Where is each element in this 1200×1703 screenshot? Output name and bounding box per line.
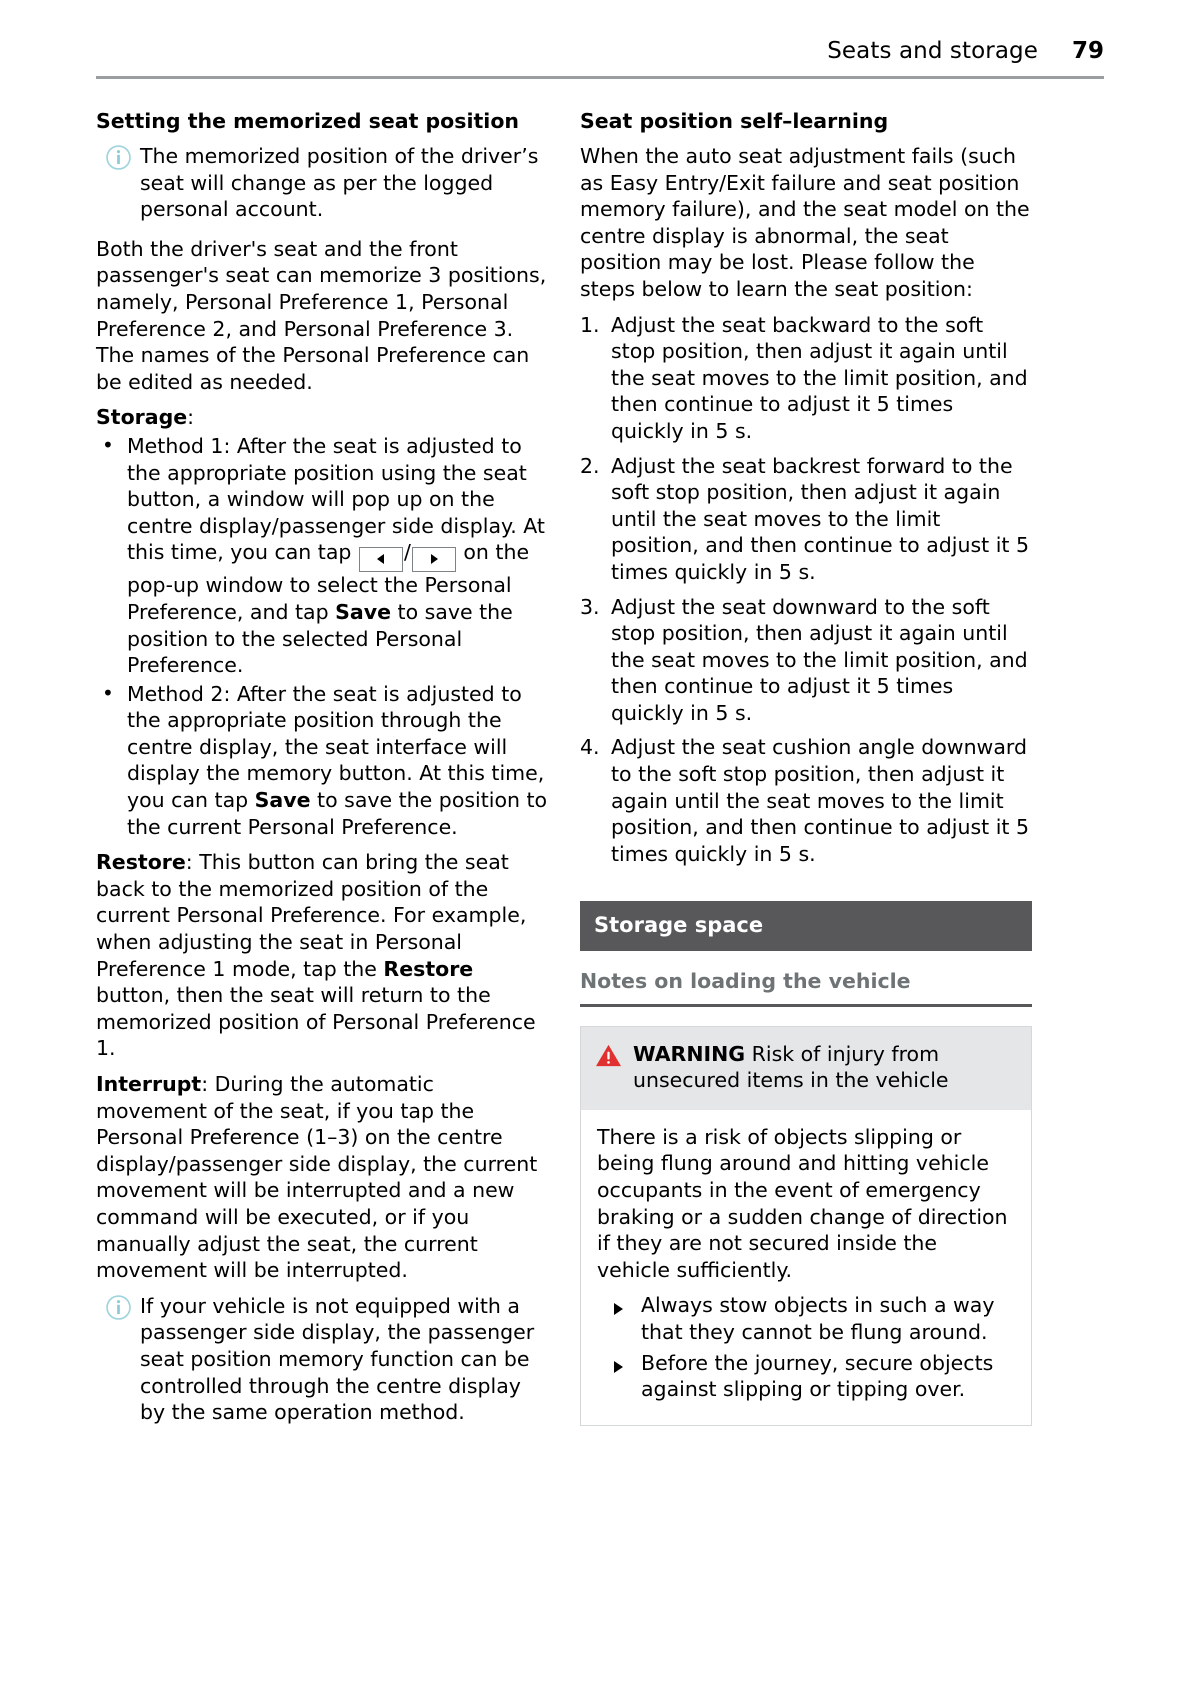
page-number: 79 bbox=[1071, 38, 1104, 64]
method-2-text-b: to save the position to the current Personal Preference. bbox=[127, 788, 548, 839]
method-1-text-b: on the pop-up window to select the Personal Preference, and tap bbox=[127, 540, 530, 624]
running-header bbox=[96, 38, 1104, 64]
storage-methods-list bbox=[96, 433, 548, 840]
page-title: Seats and storage bbox=[827, 38, 1038, 64]
triangle-right-icon bbox=[612, 1296, 624, 1323]
warning-box bbox=[580, 1026, 1032, 1426]
list-item-step-3: Adjust the seat downward to the soft stop position, then adjust it again until the seat moves to the limit position, and then continue to adjust it 5 times quickly in 5 s. bbox=[611, 594, 1028, 725]
self-learning-steps-list bbox=[580, 312, 1032, 868]
key-separator: / bbox=[403, 540, 411, 565]
list-item-warning-action-2 bbox=[597, 1350, 1015, 1403]
warning-title: Risk of injury from unsecured items in the vehicle bbox=[633, 1041, 949, 1093]
restore-label: Restore bbox=[96, 850, 186, 875]
warning-action-text: Before the journey, secure objects against slipping or tipping over. bbox=[641, 1350, 994, 1402]
section-heading-seat-position-self-learning: Seat position self–learning bbox=[580, 109, 889, 133]
list-item-step-4: Adjust the seat cushion angle downward to the soft stop position, then adjust it again until the seat moves to the limit position, and then continue to adjust it 5 times quickly in 5 s. bbox=[611, 735, 1030, 866]
triangle-right-icon bbox=[612, 1354, 624, 1381]
save-button-mention-2: Save bbox=[254, 788, 311, 813]
info-note-driver-seat bbox=[96, 143, 548, 223]
interrupt-text: : During the automatic movement of the seat, if you tap the Personal Preference (1–3) on the centre display/passenger side display, the current movement will be interrupted and a new command will be executed, or if you manually adjust the seat, the current movement will be interrupted. bbox=[96, 1072, 538, 1283]
restore-button-mention: Restore bbox=[383, 956, 474, 981]
paragraph-memorize-positions: Both the driver's seat and the front passenger's seat can memorize 3 positions, namely, Personal Preference 1, Personal Preference 2, and Personal Preference 3. The names of the Personal Preference can be edited as needed. bbox=[96, 236, 547, 394]
list-item-step-1: Adjust the seat backward to the soft stop position, then adjust it again until the seat moves to the limit position, and then continue to adjust it 5 times quickly in 5 s. bbox=[611, 312, 1028, 443]
paragraph-interrupt bbox=[96, 1071, 548, 1284]
info-note-text: The memorized position of the driver’s seat will change as per the logged personal account. bbox=[140, 144, 539, 222]
paragraph-restore bbox=[96, 849, 548, 1062]
interrupt-label: Interrupt bbox=[96, 1072, 202, 1096]
warning-label: WARNING bbox=[633, 1041, 746, 1066]
restore-text-a: : This button can bring the seat back to the memorized position of the current Personal Preference. For example, when adjusting the seat in Personal Preference 1 mode, tap the bbox=[96, 850, 527, 981]
warning-action-text: Always stow objects in such a way that they cannot be flung around. bbox=[641, 1293, 995, 1344]
paragraph-self-learning-intro: When the auto seat adjustment fails (such as Easy Entry/Exit failure and seat position memory failure), and the seat model on the centre display is abnormal, the seat position may be lost. Please follow the steps below to learn the seat position: bbox=[580, 144, 1030, 301]
warning-header bbox=[581, 1027, 1031, 1110]
info-note-passenger-display bbox=[96, 1293, 548, 1426]
storage-label: Storage bbox=[96, 405, 188, 430]
list-item-method-1 bbox=[96, 433, 548, 679]
list-item-step-2: Adjust the seat backrest forward to the soft stop position, then adjust it again until the seat moves to the limit position, and then continue to adjust it 5 times quickly in 5 s. bbox=[611, 453, 1030, 584]
right-column bbox=[580, 108, 1032, 1426]
info-icon bbox=[106, 145, 131, 170]
warning-body bbox=[581, 1110, 1031, 1425]
warning-triangle-icon bbox=[595, 1043, 622, 1068]
right-arrow-key[interactable] bbox=[412, 547, 456, 572]
save-button-mention-1: Save bbox=[335, 599, 392, 624]
warning-body-text: There is a risk of objects slipping or being flung around and hitting vehicle occupants in the event of emergency braking or a sudden change of direction if they are not secured inside the vehicle sufficiently. bbox=[597, 1124, 1008, 1282]
restore-text-b: button, then the seat will return to the memorized position of Personal Preference 1. bbox=[96, 983, 536, 1061]
storage-label-colon: : bbox=[187, 405, 195, 430]
left-column bbox=[96, 108, 548, 1439]
warning-header-text bbox=[633, 1041, 1015, 1094]
header-divider bbox=[96, 76, 1104, 79]
info-icon bbox=[106, 1295, 131, 1320]
list-item-method-2 bbox=[96, 681, 548, 841]
method-1-text-c: to save the position to the selected Personal Preference. bbox=[127, 599, 513, 678]
warning-actions-list bbox=[597, 1292, 1015, 1402]
section-band-storage-space: Storage space bbox=[580, 901, 1032, 951]
storage-label-line bbox=[96, 404, 548, 431]
method-1-text-a: Method 1: After the seat is adjusted to the appropriate position using the seat button, a window will pop up on the centre display/passenger side display. At this time, you can tap bbox=[127, 433, 545, 565]
section-heading-setting-memorized-seat-position: Setting the memorized seat position bbox=[96, 109, 519, 133]
info-note-text: If your vehicle is not equipped with a passenger side display, the passenger seat position memory function can be controlled through the centre display by the same operation method. bbox=[140, 1293, 535, 1425]
subheading-notes-on-loading: Notes on loading the vehicle bbox=[580, 968, 1032, 1007]
list-item-warning-action-1 bbox=[597, 1292, 1015, 1345]
left-arrow-key[interactable] bbox=[359, 547, 403, 572]
method-2-text-a: Method 2: After the seat is adjusted to the appropriate position through the centre display, the seat interface will display the memory button. At this time, you can tap bbox=[127, 681, 545, 813]
